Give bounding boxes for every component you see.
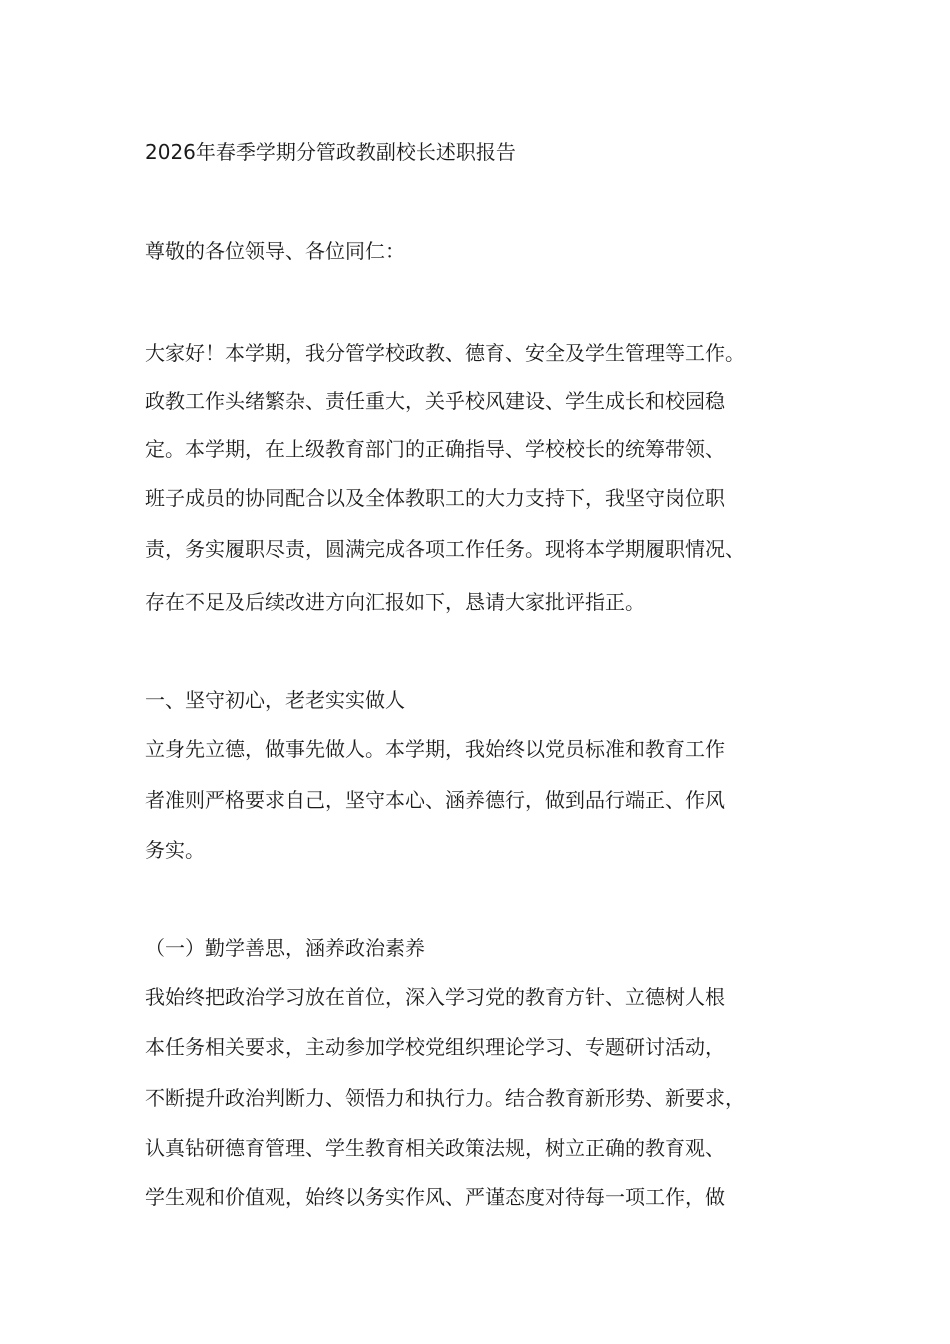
subsection-line: 认真钻研德育管理、学生教育相关政策法规，树立正确的教育观、 xyxy=(145,1136,725,1160)
document-title: 2026年春季学期分管政教副校长述职报告 xyxy=(145,140,516,164)
intro-line: 政教工作头绪繁杂、责任重大，关乎校风建设、学生成长和校园稳 xyxy=(145,389,725,413)
section-line: 立身先立德，做事先做人。本学期，我始终以党员标准和教育工作 xyxy=(145,737,725,761)
section-line: 者准则严格要求自己，坚守本心、涵养德行，做到品行端正、作风 xyxy=(145,788,725,812)
intro-line: 大家好！本学期，我分管学校政教、德育、安全及学生管理等工作。 xyxy=(145,341,745,365)
section-line: 务实。 xyxy=(145,838,205,862)
subsection-line: 我始终把政治学习放在首位，深入学习党的教育方针、立德树人根 xyxy=(145,985,725,1009)
subsection-line: 学生观和价值观，始终以务实作风、严谨态度对待每一项工作，做 xyxy=(145,1185,725,1209)
subsection-heading: （一）勤学善思，涵养政治素养 xyxy=(145,936,425,960)
intro-line: 班子成员的协同配合以及全体教职工的大力支持下，我坚守岗位职 xyxy=(145,486,725,510)
subsection-line: 不断提升政治判断力、领悟力和执行力。结合教育新形势、新要求， xyxy=(145,1086,745,1110)
subsection-line: 本任务相关要求，主动参加学校党组织理论学习、专题研讨活动， xyxy=(145,1035,725,1059)
intro-line: 责，务实履职尽责，圆满完成各项工作任务。现将本学期履职情况、 xyxy=(145,537,745,561)
section-heading: 一、坚守初心，老老实实做人 xyxy=(145,688,405,712)
salutation: 尊敬的各位领导、各位同仁： xyxy=(145,239,405,263)
intro-line: 定。本学期，在上级教育部门的正确指导、学校校长的统筹带领、 xyxy=(145,437,725,461)
intro-line: 存在不足及后续改进方向汇报如下，恳请大家批评指正。 xyxy=(145,590,645,614)
